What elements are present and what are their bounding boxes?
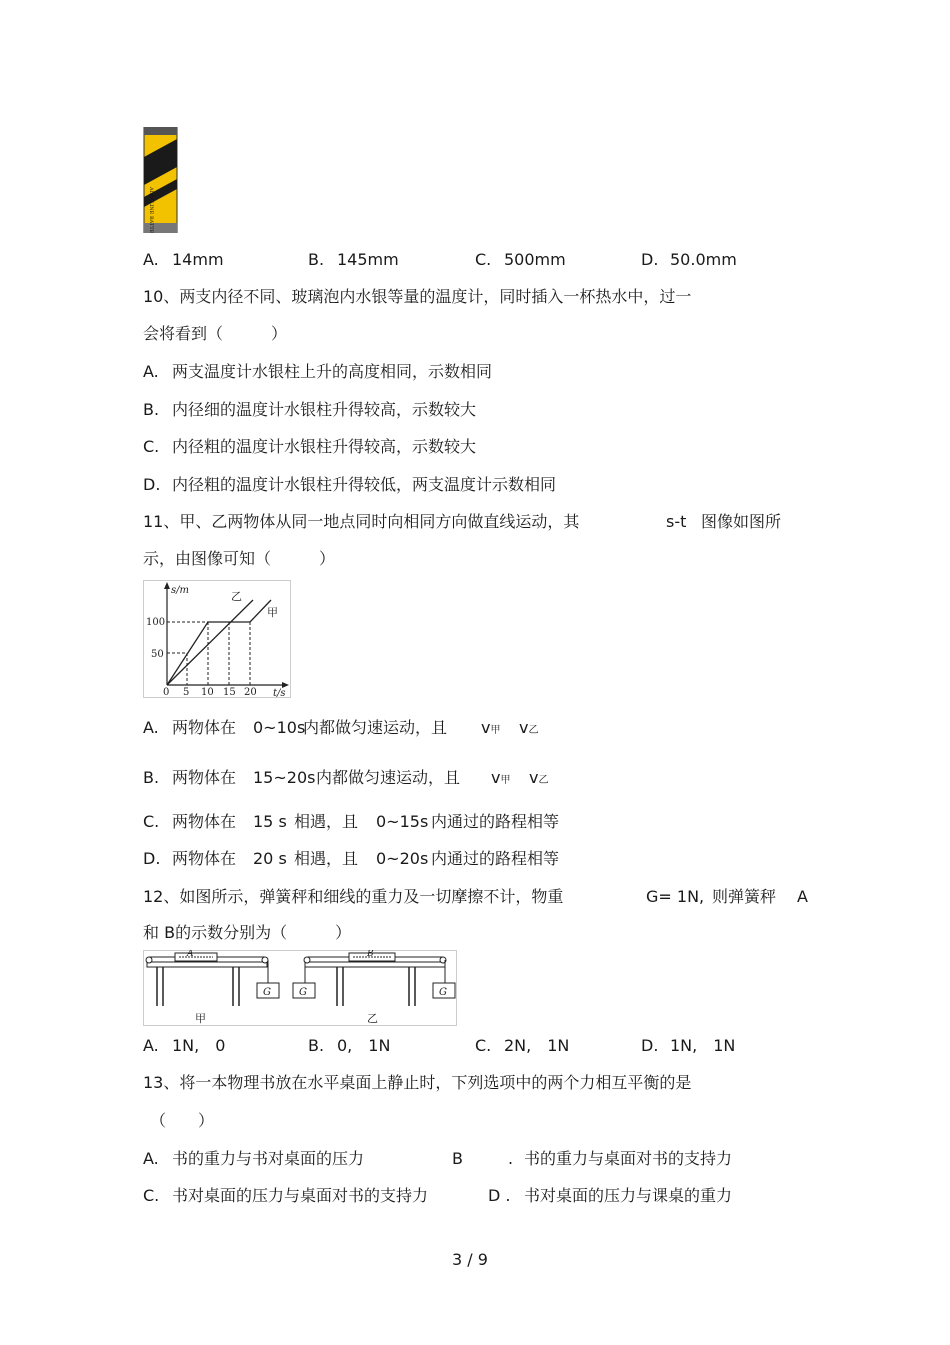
- q12-stem-line1b: G= 1N,: [646, 887, 705, 906]
- q9-option-b-text: 145mm: [337, 250, 399, 269]
- subscript-yi: 乙: [538, 775, 549, 786]
- q10-c-text: 内径粗的温度计水银柱升得较高，示数较大: [172, 437, 477, 456]
- weight-g-yi-right: G: [439, 987, 447, 998]
- q12-option-a: A.: [143, 1036, 159, 1055]
- q11-c-label: C.: [143, 812, 160, 831]
- q12-option-d: D.: [641, 1036, 659, 1055]
- q13-b-text: 书的重力与桌面对书的支持力: [524, 1149, 733, 1168]
- q9-a-label: A.: [143, 250, 159, 269]
- q11-c-text: 两物体在: [172, 812, 237, 831]
- q12-stem-line1c: 则弹簧秤: [712, 887, 777, 906]
- q12-option-a-text: 1N, 0: [172, 1036, 226, 1055]
- x-tick-10: 10: [201, 687, 214, 698]
- q9-option-d: D.: [641, 250, 659, 269]
- q12-stem-line1d: A: [797, 887, 808, 906]
- q13-a-label: A.: [143, 1149, 159, 1168]
- q11-b-text: 两物体在: [172, 768, 237, 787]
- y-tick-50: 50: [151, 649, 164, 660]
- q11-a-text: 两物体在: [172, 718, 237, 737]
- q13-d-label: D .: [488, 1186, 511, 1205]
- q12-option-b-text: 0, 1N: [337, 1036, 391, 1055]
- st-graph: [143, 580, 291, 698]
- q13-b-dot: .: [508, 1149, 514, 1168]
- q11-c-time: 15 s: [253, 812, 287, 831]
- q12-stem-line1a: 12、如图所示，弹簧秤和细线的重力及一切摩擦不计，物重: [143, 887, 564, 906]
- spring-scale-a-label: A: [187, 950, 194, 959]
- q11-stem-line1a: 11、甲、乙两物体从同一地点同时向相同方向做直线运动，其: [143, 512, 580, 531]
- q9-option-a: [143, 252, 159, 268]
- q12-option-b: B.: [308, 1036, 325, 1055]
- q9-option-b: B.: [308, 250, 325, 269]
- q9-option-a-text: 14mm: [172, 250, 224, 269]
- q11-a-rest: 内都做匀速运动，且: [303, 718, 448, 737]
- q11-b-v2: v乙: [529, 768, 549, 787]
- x-tick-5: 5: [183, 687, 190, 698]
- q11-d-end: 内通过的路程相等: [431, 849, 560, 868]
- q10-d-text: 内径粗的温度计水银柱升得较低，两支温度计示数相同: [172, 475, 557, 494]
- caption-yi: 乙: [367, 1012, 378, 1025]
- battery-image: [143, 127, 178, 233]
- label-jia: 甲: [267, 606, 278, 619]
- q12-stem-line2: 和 B的示数分别为（ ）: [143, 923, 352, 942]
- q11-stem-line1b: s-t: [666, 512, 687, 531]
- q10-stem-line2: 会将看到（ ）: [143, 324, 288, 343]
- weight-g-yi-left: G: [299, 987, 307, 998]
- subscript-jia: 甲: [490, 725, 501, 736]
- q13-stem-line1: 13、将一本物理书放在水平桌面上静止时，下列选项中的两个力相互平衡的是: [143, 1073, 692, 1092]
- q13-b-label: B: [452, 1149, 463, 1168]
- q11-stem-line2: 示，由图像可知（ ）: [143, 549, 336, 568]
- q10-a-text: 两支温度计水银柱上升的高度相同，示数相同: [172, 362, 493, 381]
- q9-option-d-text: 50.0mm: [670, 250, 737, 269]
- q10-b-label: B.: [143, 400, 160, 419]
- q11-stem-line1c: 图像如图所: [701, 512, 782, 531]
- q11-a-v2: v乙: [519, 718, 539, 737]
- x-axis-label: t/s: [273, 688, 286, 698]
- q12-option-d-text: 1N, 1N: [670, 1036, 736, 1055]
- subscript-yi: 乙: [528, 725, 539, 736]
- page-number: 3 / 9: [452, 1250, 488, 1269]
- q11-a-range: 0~10s: [253, 718, 306, 737]
- q12-option-c: C.: [475, 1036, 492, 1055]
- q11-c-rest: 相遇，且: [294, 812, 359, 831]
- q11-d-range: 0~20s: [376, 849, 429, 868]
- q11-c-range: 0~15s: [376, 812, 429, 831]
- battery-label: ALKALINE BATTERY: [148, 187, 154, 233]
- subscript-jia: 甲: [500, 775, 511, 786]
- y-tick-100: 100: [146, 617, 166, 628]
- spring-scale-figure: [143, 950, 457, 1026]
- x-tick-0: 0: [163, 687, 170, 698]
- q10-c-label: C.: [143, 437, 160, 456]
- q13-d-text: 书对桌面的压力与课桌的重力: [524, 1186, 733, 1205]
- q11-b-v1: v甲: [491, 768, 511, 787]
- q11-b-label: B.: [143, 768, 160, 787]
- q10-stem-line1: 10、两支内径不同、玻璃泡内水银等量的温度计，同时插入一杯热水中，过一: [143, 287, 692, 306]
- q10-d-label: D.: [143, 475, 161, 494]
- q10-a-label: A.: [143, 362, 159, 381]
- q10-b-text: 内径细的温度计水银柱升得较高，示数较大: [172, 400, 477, 419]
- q11-b-range: 15~20s: [253, 768, 316, 787]
- q12-option-c-text: 2N, 1N: [504, 1036, 570, 1055]
- q9-option-c: C.: [475, 250, 492, 269]
- q11-d-label: D.: [143, 849, 161, 868]
- weight-g-jia: G: [263, 987, 271, 998]
- caption-jia: 甲: [195, 1012, 206, 1025]
- q11-d-time: 20 s: [253, 849, 287, 868]
- q11-d-rest: 相遇，且: [294, 849, 359, 868]
- q11-c-end: 内通过的路程相等: [431, 812, 560, 831]
- q11-a-v1: v甲: [481, 718, 501, 737]
- q13-a-text: 书的重力与书对桌面的压力: [172, 1149, 365, 1168]
- x-tick-15: 15: [223, 687, 236, 698]
- spring-scale-b-label: B: [367, 950, 374, 959]
- q13-c-text: 书对桌面的压力与桌面对书的支持力: [172, 1186, 429, 1205]
- q9-option-c-text: 500mm: [504, 250, 566, 269]
- y-axis-label: s/m: [171, 585, 189, 596]
- x-tick-20: 20: [244, 687, 257, 698]
- q13-stem-line2: （ ）: [150, 1111, 215, 1130]
- q11-a-label: A.: [143, 718, 159, 737]
- q11-b-rest: 内都做匀速运动，且: [316, 768, 461, 787]
- q11-d-text: 两物体在: [172, 849, 237, 868]
- label-yi: 乙: [231, 590, 242, 603]
- q13-c-label: C.: [143, 1186, 160, 1205]
